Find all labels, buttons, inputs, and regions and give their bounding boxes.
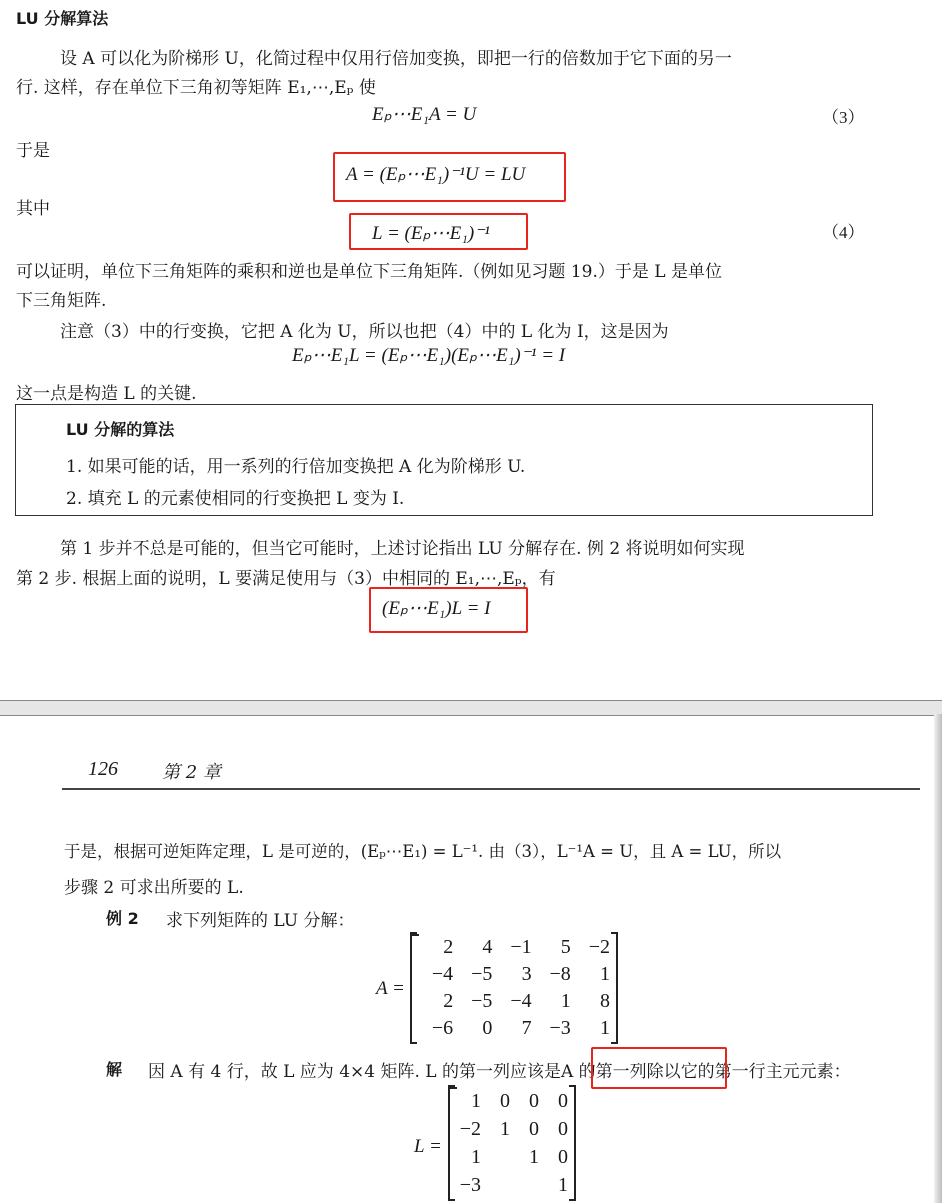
paragraph-line: 第 2 步. 根据上面的说明，L 要满足使用与（3）中相同的 E₁,⋯,Eₚ，有: [16, 569, 556, 589]
matrix-cell: 1: [600, 1017, 610, 1039]
text-qizhong: 其中: [16, 199, 50, 219]
matrix-cell: 0: [558, 1089, 568, 1112]
paragraph-line: 于是，根据可逆矩阵定理，L 是可逆的，(Eₚ⋯E₁) = L⁻¹. 由（3），L⁻¹A = U，且 A = LU，所以: [64, 842, 782, 861]
matrix-cell: −6: [431, 1017, 454, 1039]
matrix-cell: 1: [558, 1173, 568, 1196]
page-number: 126: [88, 758, 118, 780]
matrix-cell: [485, 1174, 510, 1197]
matrix-a-label: A =: [376, 978, 405, 999]
matrix-cell: 0: [529, 1089, 539, 1112]
matrix-cell: 3: [521, 963, 532, 985]
chapter-header: 第 2 章: [162, 762, 221, 783]
matrix-cell: 5: [560, 936, 571, 958]
equation-5: Eₚ⋯E₁L = (Eₚ⋯E₁)(Eₚ⋯E₁)⁻¹ = I: [292, 345, 566, 366]
bracket-serif: [410, 932, 417, 934]
matrix-cell: 8: [600, 990, 610, 1012]
solution-text-highlight: A 的第一列除以: [561, 1062, 681, 1082]
page-separator: [0, 700, 942, 716]
matrix-cell: −3: [549, 1017, 571, 1039]
paragraph-line: 下三角矩阵.: [16, 291, 107, 311]
matrix-cell: −5: [471, 990, 493, 1012]
matrix-cell: 7: [521, 1017, 532, 1039]
matrix-l-label: L =: [414, 1136, 442, 1157]
paragraph-line: 设 A 可以化为阶梯形 U，化简过程中仅用行倍加变换，即把一行的倍数加于它下面的另一: [60, 49, 732, 69]
matrix-a: [410, 934, 618, 1042]
page-edge-shadow: [934, 714, 942, 1203]
solution-text-after: 它的第一行主元元素：: [680, 1062, 851, 1082]
equation-label: （3）: [822, 108, 865, 127]
matrix-cell: 0: [529, 1117, 539, 1140]
bracket-serif: [611, 1042, 618, 1044]
matrix-cell: 4: [482, 936, 493, 958]
bracket-serif: [569, 1199, 576, 1201]
matrix-cell: 2: [443, 936, 454, 958]
solution-label: 解: [106, 1060, 123, 1079]
matrix-cell: 0: [500, 1089, 510, 1112]
matrix-cell: −5: [471, 963, 493, 985]
algorithm-step: 2. 填充 L 的元素使相同的行变换把 L 变为 I.: [66, 489, 405, 509]
text-yushi: 于是: [16, 141, 50, 161]
matrix-l: [448, 1087, 576, 1199]
solution-text: [148, 1057, 851, 1082]
matrix-cell: 1: [529, 1145, 539, 1168]
algorithm-title: LU 分解的算法: [66, 420, 175, 439]
bracket-serif: [611, 932, 618, 934]
bracket-serif: [448, 1199, 455, 1201]
matrix-cell: −4: [510, 990, 532, 1012]
bracket-serif: [410, 1042, 417, 1044]
matrix-cell: 1: [471, 1089, 481, 1112]
matrix-cell: −8: [549, 963, 571, 985]
matrix-cell: 1: [471, 1145, 481, 1168]
equation-6: (Eₚ⋯E₁)L = I: [382, 598, 491, 619]
equation-a-lu: A = (Eₚ⋯E₁)⁻¹U = LU: [346, 164, 526, 185]
paragraph-line: 可以证明，单位下三角矩阵的乘积和逆也是单位下三角矩阵.（例如见习题 19.）于是 L 是单位: [16, 262, 722, 282]
matrix-cell: −1: [510, 936, 532, 958]
equation-4: L = (Eₚ⋯E₁)⁻¹: [372, 223, 490, 244]
matrix-cell: [514, 1174, 539, 1197]
matrix-cell: −2: [459, 1117, 481, 1140]
bracket-serif: [569, 1085, 576, 1087]
header-rule: [62, 788, 920, 790]
example-text: 求下列矩阵的 LU 分解：: [166, 911, 355, 931]
solution-text-before: 因 A 有 4 行，故 L 应为 4×4 矩阵. L 的第一列应该是: [148, 1062, 561, 1082]
paragraph-line: 注意（3）中的行变换，它把 A 化为 U，所以也把（4）中的 L 化为 I，这是因为: [60, 322, 669, 342]
equation-label: （4）: [822, 223, 865, 242]
paragraph-line: 步骤 2 可求出所要的 L.: [64, 878, 244, 898]
example-label: 例 2: [106, 909, 139, 928]
algorithm-step: 1. 如果可能的话，用一系列的行倍加变换把 A 化为阶梯形 U.: [66, 457, 526, 477]
matrix-cell: 1: [500, 1117, 510, 1140]
matrix-cell: 0: [558, 1145, 568, 1168]
paragraph-line: 第 1 步并不总是可能的，但当它可能时，上述讨论指出 LU 分解存在. 例 2 将说明如何实现: [60, 539, 745, 559]
matrix-cell: 0: [482, 1017, 493, 1039]
bracket-serif: [448, 1085, 455, 1087]
section-title: LU 分解算法: [16, 9, 109, 28]
matrix-cell: [485, 1146, 510, 1169]
paragraph-line: 这一点是构造 L 的关键.: [16, 384, 197, 404]
matrix-cell: −4: [431, 963, 454, 985]
matrix-cell: 1: [560, 990, 571, 1012]
paragraph-line: 行. 这样，存在单位下三角初等矩阵 E₁,⋯,Eₚ 使: [16, 78, 376, 98]
matrix-cell: 2: [443, 990, 454, 1012]
matrix-cell: −3: [459, 1173, 481, 1196]
matrix-cell: 1: [600, 963, 610, 985]
equation-3: Eₚ⋯E₁A = U: [372, 104, 477, 125]
highlight-box: [591, 1047, 727, 1089]
matrix-cell: −2: [588, 936, 610, 958]
matrix-cell: 0: [558, 1117, 568, 1140]
